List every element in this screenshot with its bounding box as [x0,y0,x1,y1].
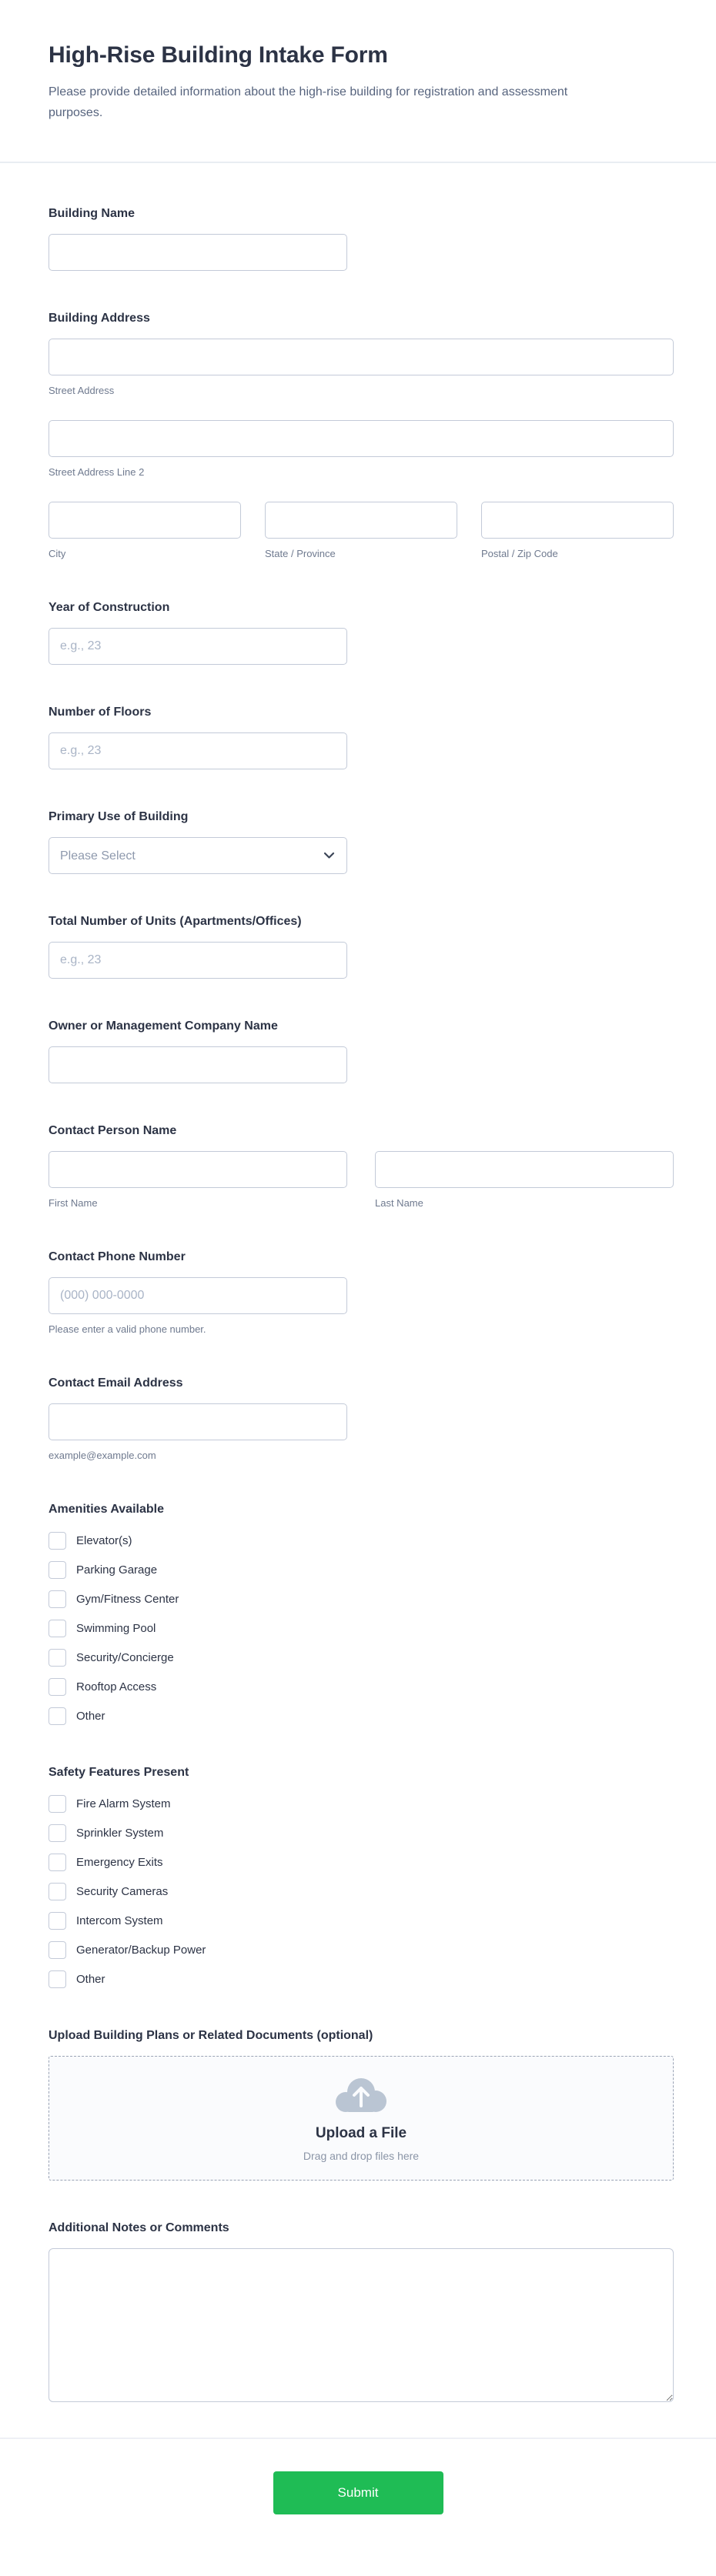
safety-option-sprinkler[interactable] [49,1824,674,1842]
primary-use-select[interactable] [49,837,347,874]
form-body [0,163,716,2438]
last-name-input[interactable] [375,1151,674,1188]
street-address-line2-sublabel: Street Address Line 2 [49,466,145,478]
upload-file-button-text: Upload a File [315,2124,407,2141]
safety-emergency-exits-label: Emergency Exits [76,1855,163,1869]
contact-phone-input[interactable] [49,1277,347,1314]
safety-features-label: Safety Features Present [49,1766,189,1779]
safety-security-cameras-checkbox[interactable] [49,1883,66,1900]
amenity-elevators-checkbox[interactable] [49,1532,66,1550]
safety-fire-alarm-label: Fire Alarm System [76,1797,171,1810]
state-province-input[interactable] [265,502,457,539]
first-name-sublabel: First Name [49,1197,98,1209]
safety-generator-label: Generator/Backup Power [76,1943,206,1957]
amenity-option-other[interactable] [49,1707,674,1725]
last-name-col [375,1151,674,1210]
safety-option-intercom[interactable] [49,1911,674,1930]
state-province-sublabel: State / Province [265,548,336,559]
field-amenities [49,1502,674,1725]
street-address-input[interactable] [49,339,674,375]
total-units-input[interactable] [49,942,347,979]
safety-intercom-label: Intercom System [76,1914,163,1927]
number-of-floors-input[interactable] [49,732,347,769]
cloud-upload-icon [333,2075,389,2115]
amenity-swimming-pool-checkbox[interactable] [49,1620,66,1637]
safety-intercom-checkbox[interactable] [49,1912,66,1930]
contact-phone-hint: Please enter a valid phone number. [49,1323,206,1335]
amenity-security-concierge-label: Security/Concierge [76,1650,174,1664]
additional-notes-label: Additional Notes or Comments [49,2221,229,2234]
additional-notes-textarea[interactable] [49,2248,674,2402]
amenities-options [49,1531,674,1725]
city-sublabel: City [49,548,66,559]
field-additional-notes [49,2221,674,2402]
owner-company-label: Owner or Management Company Name [49,1019,278,1033]
city-col [49,502,241,560]
amenity-parking-garage-checkbox[interactable] [49,1561,66,1579]
page-title: High-Rise Building Intake Form [49,42,388,68]
contact-email-input[interactable] [49,1403,347,1440]
primary-use-select-wrap [49,837,347,874]
building-name-input[interactable] [49,234,347,271]
amenity-swimming-pool-label: Swimming Pool [76,1621,156,1635]
amenity-option-swimming-pool[interactable] [49,1619,674,1637]
safety-generator-checkbox[interactable] [49,1941,66,1959]
safety-features-options [49,1794,674,1988]
safety-emergency-exits-checkbox[interactable] [49,1854,66,1871]
submit-button[interactable]: Submit [273,2471,443,2514]
contact-email-label: Contact Email Address [49,1376,183,1390]
field-total-units [49,914,674,979]
field-upload-documents [49,2028,674,2181]
owner-company-input[interactable] [49,1046,347,1083]
safety-security-cameras-label: Security Cameras [76,1884,169,1898]
contact-person-row [49,1151,674,1210]
field-contact-phone [49,1250,674,1336]
contact-phone-label: Contact Phone Number [49,1250,186,1263]
city-state-zip-row [49,502,674,560]
safety-option-fire-alarm[interactable] [49,1794,674,1813]
amenity-option-rooftop-access[interactable] [49,1677,674,1696]
street-address-sublabel: Street Address [49,385,115,396]
safety-option-generator[interactable] [49,1940,674,1959]
year-of-construction-input[interactable] [49,628,347,665]
amenity-other-label: Other [76,1709,105,1723]
field-primary-use [49,809,674,874]
safety-other-checkbox[interactable] [49,1970,66,1988]
amenity-rooftop-access-label: Rooftop Access [76,1680,157,1693]
safety-sprinkler-label: Sprinkler System [76,1826,164,1840]
field-owner-company [49,1019,674,1083]
contact-email-hint: example@example.com [49,1450,156,1461]
street-address-line2-input[interactable] [49,420,674,457]
primary-use-label: Primary Use of Building [49,810,189,823]
field-safety-features [49,1765,674,1988]
postal-zip-sublabel: Postal / Zip Code [481,548,558,559]
safety-sprinkler-checkbox[interactable] [49,1824,66,1842]
field-building-name [49,206,674,271]
number-of-floors-label: Number of Floors [49,706,152,719]
field-building-address [49,311,674,560]
state-col [265,502,457,560]
safety-option-emergency-exits[interactable] [49,1853,674,1871]
file-dropzone[interactable] [49,2056,674,2181]
upload-drag-drop-hint: Drag and drop files here [303,2149,420,2162]
field-contact-email [49,1376,674,1462]
amenity-gym-label: Gym/Fitness Center [76,1592,179,1606]
field-year-of-construction [49,600,674,665]
field-number-of-floors [49,705,674,769]
amenity-option-elevators[interactable] [49,1531,674,1550]
first-name-col [49,1151,347,1210]
last-name-sublabel: Last Name [375,1197,423,1209]
city-input[interactable] [49,502,241,539]
contact-person-label: Contact Person Name [49,1124,177,1137]
amenity-rooftop-access-checkbox[interactable] [49,1678,66,1696]
form-header [0,0,716,163]
first-name-input[interactable] [49,1151,347,1188]
safety-option-security-cameras[interactable] [49,1882,674,1900]
postal-col [481,502,674,560]
amenity-gym-checkbox[interactable] [49,1590,66,1608]
upload-documents-label: Upload Building Plans or Related Documents (optional) [49,2029,373,2042]
amenity-option-security-concierge[interactable] [49,1648,674,1667]
amenity-option-gym[interactable] [49,1590,674,1608]
safety-other-label: Other [76,1972,105,1986]
postal-zip-input[interactable] [481,502,674,539]
amenities-label: Amenities Available [49,1503,164,1516]
form-footer [0,2438,716,2557]
building-address-label: Building Address [49,312,150,325]
field-contact-person [49,1123,674,1210]
amenity-option-parking-garage[interactable] [49,1560,674,1579]
safety-option-other[interactable] [49,1970,674,1988]
amenity-parking-garage-label: Parking Garage [76,1563,158,1577]
total-units-label: Total Number of Units (Apartments/Offices) [49,915,302,928]
year-of-construction-label: Year of Construction [49,601,170,614]
amenity-security-concierge-checkbox[interactable] [49,1649,66,1667]
amenity-other-checkbox[interactable] [49,1707,66,1725]
building-name-label: Building Name [49,207,136,220]
safety-fire-alarm-checkbox[interactable] [49,1795,66,1813]
amenity-elevators-label: Elevator(s) [76,1533,132,1547]
form-subtitle: Please provide detailed information about the high-rise building for registration and assessment purposes. [49,85,568,119]
